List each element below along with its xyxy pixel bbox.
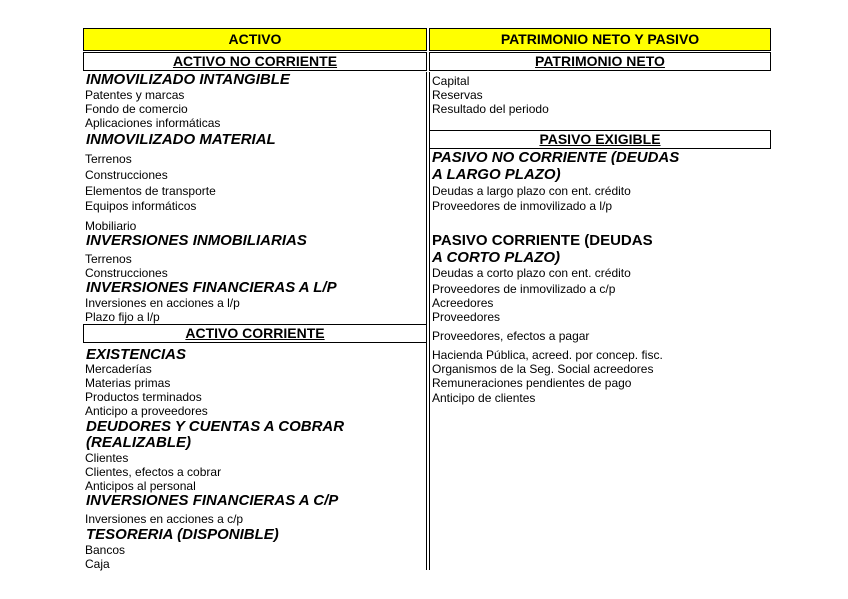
list-item: Terrenos (85, 252, 132, 266)
section-deudores-line1: DEUDORES Y CUENTAS A COBRAR (86, 418, 345, 435)
list-item: Deudas a corto plazo con ent. crédito (432, 266, 631, 280)
section-pasivo-corriente-line2: A CORTO PLAZO) (432, 249, 561, 266)
list-item: Deudas a largo plazo con ent. crédito (432, 184, 631, 198)
patrimonio-pasivo-header (429, 28, 771, 51)
section-tesoreria: TESORERIA (DISPONIBLE) (86, 526, 279, 543)
list-item: Anticipos al personal (85, 479, 196, 493)
pasivo-exigible-label: PASIVO EXIGIBLE (539, 131, 661, 147)
list-item: Reservas (432, 88, 483, 102)
list-item: Proveedores de inmovilizado a l/p (432, 199, 613, 213)
activo-corriente-label: ACTIVO CORRIENTE (185, 325, 325, 341)
section-inmovilizado-material: INMOVILIZADO MATERIAL (86, 131, 276, 148)
patrimonio-neto-label: PATRIMONIO NETO (535, 53, 665, 69)
section-pasivo-no-corriente-line1: PASIVO NO CORRIENTE (DEUDAS (432, 149, 680, 166)
list-item: Patentes y marcas (85, 88, 185, 102)
list-item: Terrenos (85, 152, 132, 166)
list-item: Construcciones (85, 168, 168, 182)
section-inversiones-financieras-cp: INVERSIONES FINANCIERAS A C/P (86, 492, 339, 509)
activo-no-corriente-header (83, 52, 427, 71)
section-pasivo-no-corriente-line2: A LARGO PLAZO) (432, 166, 561, 183)
activo-header (83, 28, 427, 51)
section-pasivo-corriente-line1: PASIVO CORRIENTE (DEUDAS (432, 232, 653, 249)
column-divider-left (426, 72, 427, 570)
list-item: Proveedores de inmovilizado a c/p (432, 282, 616, 296)
list-item: Organismos de la Seg. Social acreedores (432, 362, 654, 376)
list-item: Equipos informáticos (85, 199, 197, 213)
section-existencias: EXISTENCIAS (86, 346, 187, 363)
activo-header-label: ACTIVO (228, 31, 282, 47)
list-item: Remuneraciones pendientes de pago (432, 376, 632, 390)
patrimonio-neto-header (429, 52, 771, 71)
list-item: Materias primas (85, 376, 171, 390)
section-deudores-line2: (REALIZABLE) (86, 434, 191, 451)
list-item: Acreedores (432, 296, 494, 310)
activo-corriente-header (83, 324, 427, 343)
list-item: Anticipo a proveedores (85, 404, 208, 418)
list-item: Mercaderías (85, 362, 152, 376)
list-item: Clientes, efectos a cobrar (85, 465, 222, 479)
list-item: Caja (85, 557, 110, 571)
list-item: Mobiliario (85, 219, 137, 233)
list-item: Productos terminados (85, 390, 202, 404)
list-item: Proveedores (432, 310, 501, 324)
list-item: Hacienda Pública, acreed. por concep. fisc. (432, 348, 663, 362)
list-item: Clientes (85, 451, 129, 465)
list-item: Plazo fijo a l/p (85, 310, 160, 324)
list-item: Inversiones en acciones a l/p (85, 296, 240, 310)
list-item: Capital (432, 74, 470, 88)
list-item: Construcciones (85, 266, 168, 280)
list-item: Fondo de comercio (85, 102, 188, 116)
activo-no-corriente-label: ACTIVO NO CORRIENTE (172, 53, 338, 69)
section-inversiones-inmobiliarias: INVERSIONES INMOBILIARIAS (86, 232, 307, 249)
section-inmovilizado-intangible: INMOVILIZADO INTANGIBLE (86, 71, 290, 88)
pasivo-exigible-header (429, 130, 771, 149)
section-inversiones-financieras-lp: INVERSIONES FINANCIERAS A L/P (86, 279, 337, 296)
list-item: Proveedores, efectos a pagar (432, 329, 590, 343)
list-item: Anticipo de clientes (432, 391, 536, 405)
list-item: Inversiones en acciones a c/p (85, 512, 244, 526)
patrimonio-pasivo-header-label: PATRIMONIO NETO Y PASIVO (500, 31, 700, 47)
list-item: Bancos (85, 543, 126, 557)
list-item: Aplicaciones informáticas (85, 116, 221, 130)
list-item: Resultado del periodo (432, 102, 549, 116)
list-item: Elementos de transporte (85, 184, 216, 198)
